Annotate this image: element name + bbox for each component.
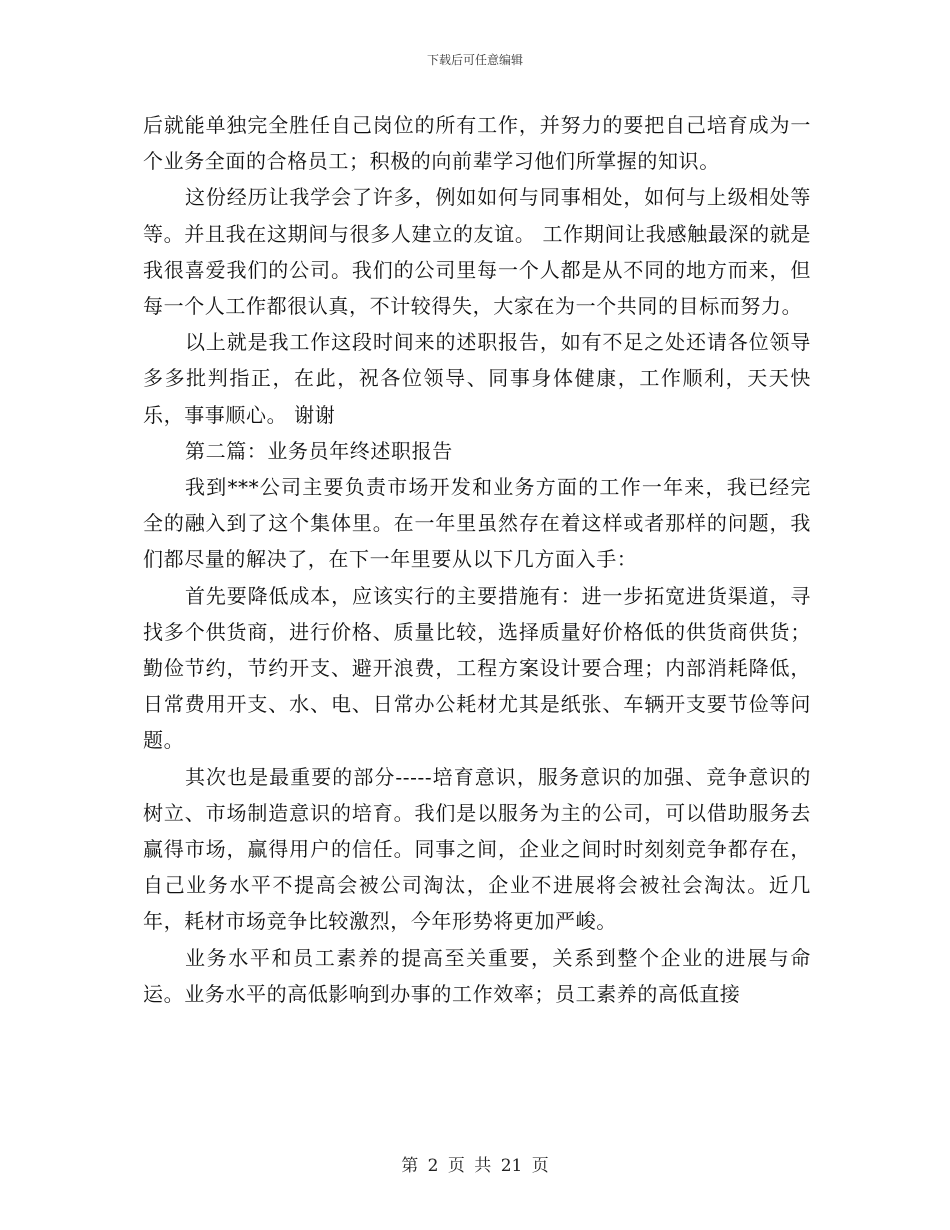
paragraph: 我到***公司主要负责市场开发和业务方面的工作一年来，我已经完全的融入到了这个集体里。在一年里虽然存在着这样或者那样的问题，我们都尽量的解决了，在下一年里要从以下几方面入手： — [143, 475, 811, 572]
page-number-footer: 第 2 页 共 21 页 — [401, 1156, 549, 1176]
paragraph: 其次也是最重要的部分-----培育意识，服务意识的加强、竞争意识的树立、市场制造意识的培育。我们是以服务为主的公司，可以借助服务去赢得市场，赢得用户的信任。同事之间，企业之间时时刻刻竞争都存在，自己业务水平不提高会被公司淘汰，企业不进展将会被社会淘汰。近几年，耗材市场竞争比较激烈，今年形势将更加严峻。 — [143, 764, 811, 934]
paragraph: 业务水平和员工素养的提高至关重要，关系到整个企业的进展与命运。业务水平的高低影响到办事的工作效率；员工素养的高低直接 — [143, 945, 811, 1006]
paragraph: 后就能单独完全胜任自己岗位的所有工作，并努力的要把自己培育成为一个业务全面的合格员工；积极的向前辈学习他们所掌握的知识。 — [143, 113, 811, 174]
paragraph: 以上就是我工作这段时间来的述职报告，如有不足之处还请各位领导多多批判指正，在此，祝各位领导、同事身体健康，工作顺利，天天快乐，事事顺心。 谢谢 — [143, 330, 811, 427]
paragraph: 这份经历让我学会了许多，例如如何与同事相处，如何与上级相处等等。并且我在这期间与很多人建立的友谊。 工作期间让我感触最深的就是我很喜爱我们的公司。我们的公司里每一个人都是从不同的地方而来，但每一个人工作都很认真，不计较得失，大家在为一个共同的目标而努力。 — [143, 185, 811, 319]
document-body — [143, 107, 811, 1012]
page-header-note: 下载后可任意编辑 — [426, 53, 523, 67]
section-heading: 第二篇：业务员年终述职报告 — [185, 438, 453, 463]
paragraph: 首先要降低成本，应该实行的主要措施有：进一步拓宽进货渠道，寻找多个供货商，进行价格、质量比较，选择质量好价格低的供货商供货；勤俭节约，节约开支、避开浪费，工程方案设计要合理；内部消耗降低，日常费用开支、水、电、日常办公耗材尤其是纸张、车辆开支要节俭等问题。 — [143, 583, 811, 753]
